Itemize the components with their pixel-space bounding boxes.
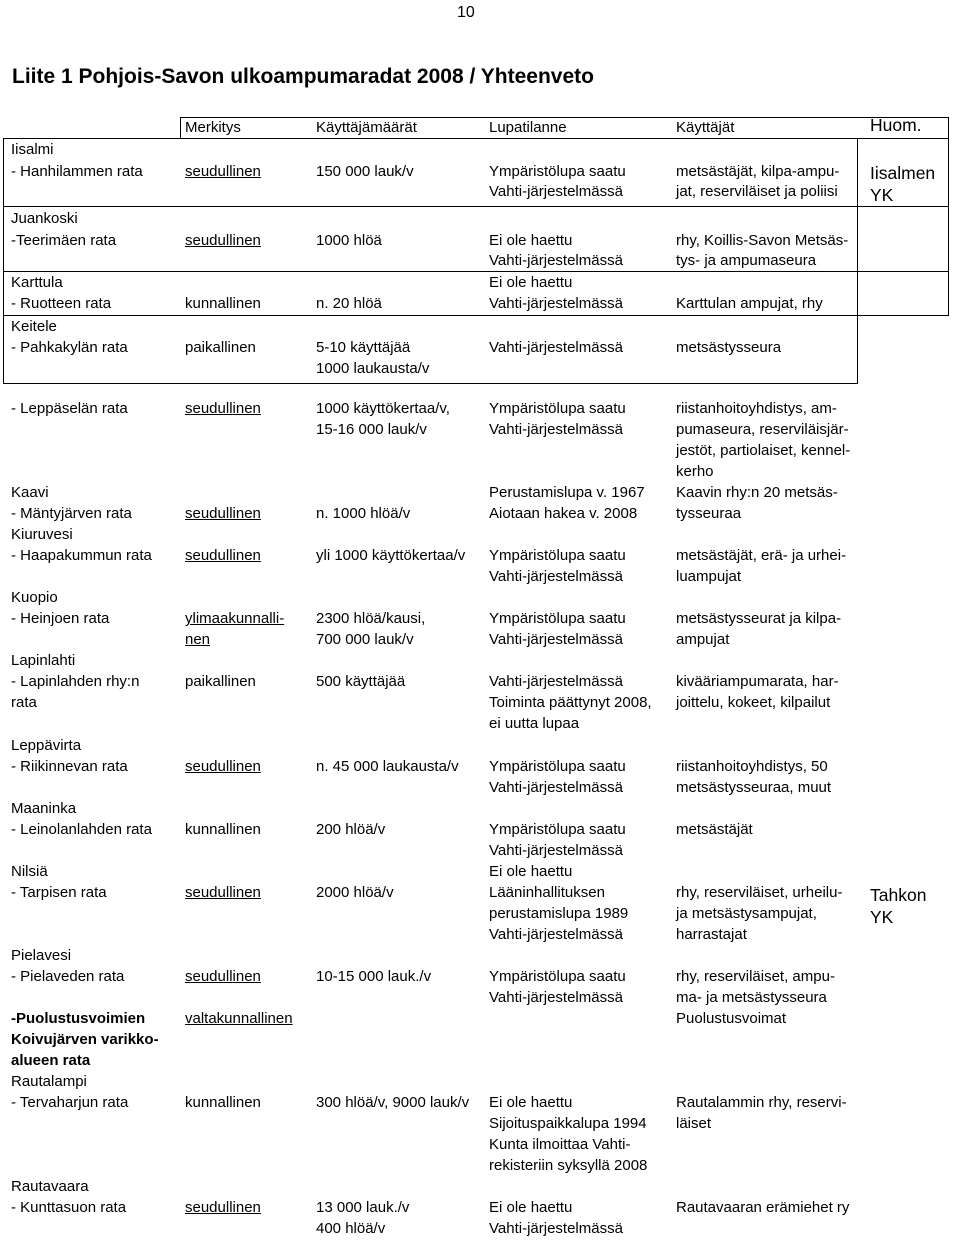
municipality-label: Keitele [11, 318, 57, 335]
users-value: läiset [676, 1115, 712, 1132]
permit-status: Vahti-järjestelmässä [489, 1220, 623, 1237]
range-name: -Puolustusvoimien [11, 1010, 146, 1027]
page-title: Liite 1 Pohjois-Savon ulkoampumaradat 2008 / Yhteenveto [12, 65, 594, 88]
users-value: jestöt, partiolaiset, kennel- [676, 442, 851, 459]
users-value: tys- ja ampumaseura [676, 252, 817, 269]
users-value: kivääriampumarata, har- [676, 673, 839, 690]
permit-status: Lääninhallituksen [489, 884, 605, 901]
header-kayttajat: Käyttäjät [676, 119, 735, 136]
usage-value: 2000 hlöä/v [316, 884, 394, 901]
merkitys-value: seudullinen [185, 505, 261, 522]
users-value: rhy, Koillis-Savon Metsäs- [676, 232, 849, 249]
usage-value: 150 000 lauk/v [316, 163, 414, 180]
note-text: Tahkon [870, 885, 927, 905]
users-value: tysseuraa [676, 505, 742, 522]
municipality-label: Kiuruvesi [11, 526, 73, 543]
range-name: - Hanhilammen rata [11, 163, 143, 180]
permit-status: Ei ole haettu [489, 232, 573, 249]
merkitys-value: kunnallinen [185, 821, 261, 838]
merkitys-value: valtakunnallinen [185, 1010, 293, 1027]
users-value: harrastajat [676, 926, 747, 943]
permit-status: Vahti-järjestelmässä [489, 183, 623, 200]
usage-value: 700 000 lauk/v [316, 631, 414, 648]
range-name: - Tervaharjun rata [11, 1094, 129, 1111]
usage-value: 1000 käyttökertaa/v, [316, 400, 450, 417]
permit-status: Vahti-järjestelmässä [489, 568, 623, 585]
municipality-label: Kaavi [11, 484, 49, 501]
users-value: riistanhoitoyhdistys, 50 [676, 758, 828, 775]
usage-value: n. 20 hlöä [316, 295, 382, 312]
header-huom: Huom. [870, 115, 922, 135]
municipality-label: Pielavesi [11, 947, 72, 964]
municipality-label: Kuopio [11, 589, 58, 606]
range-name: - Leinolanlahden rata [11, 821, 152, 838]
usage-value: 10-15 000 lauk./v [316, 968, 432, 985]
row-divider [3, 315, 949, 316]
permit-status: Ei ole haettu [489, 1094, 573, 1111]
users-value: metsästäjät, erä- ja urhei- [676, 547, 847, 564]
range-name: rata [11, 694, 37, 711]
permit-status: Ympäristölupa saatu [489, 968, 626, 985]
permit-status: Ympäristölupa saatu [489, 821, 626, 838]
range-name: - Kunttasuon rata [11, 1199, 127, 1216]
range-name: - Riikinnevan rata [11, 758, 128, 775]
range-name: -Teerimäen rata [11, 232, 117, 249]
permit-status: Aiotaan hakea v. 2008 [489, 505, 638, 522]
merkitys-value: seudullinen [185, 232, 261, 249]
users-value: ja metsästysampujat, [676, 905, 817, 922]
notes-column-border [857, 138, 858, 383]
permit-status: Ympäristölupa saatu [489, 758, 626, 775]
permit-status: Ympäristölupa saatu [489, 610, 626, 627]
users-value: ampujat [676, 631, 730, 648]
permit-status: Ympäristölupa saatu [489, 163, 626, 180]
range-name: Koivujärven varikko- [11, 1031, 159, 1048]
merkitys-value: seudullinen [185, 758, 261, 775]
range-name: - Mäntyjärven rata [11, 505, 132, 522]
row-divider [3, 206, 949, 207]
users-value: Karttulan ampujat, rhy [676, 295, 823, 312]
permit-status: Ei ole haettu [489, 274, 573, 291]
municipality-label: Karttula [11, 274, 63, 291]
table-right-border [948, 117, 949, 316]
users-value: riistanhoitoyhdistys, am- [676, 400, 837, 417]
users-value: metsästysseurat ja kilpa- [676, 610, 842, 627]
permit-status: Ei ole haettu [489, 1199, 573, 1216]
permit-status: perustamislupa 1989 [489, 905, 629, 922]
usage-value: 400 hlöä/v [316, 1220, 386, 1237]
merkitys-value: seudullinen [185, 163, 261, 180]
range-name: - Haapakummun rata [11, 547, 152, 564]
users-value: jat, reserviläiset ja poliisi [676, 183, 838, 200]
permit-status: Vahti-järjestelmässä [489, 252, 623, 269]
row-divider [3, 271, 949, 272]
range-name: - Leppäselän rata [11, 400, 128, 417]
row-divider [3, 383, 858, 384]
permit-status: Toiminta päättynyt 2008, [489, 694, 652, 711]
header-left-border [180, 117, 181, 138]
note-text: YK [870, 185, 894, 205]
users-value: rhy, reserviläiset, ampu- [676, 968, 835, 985]
municipality-label: Iisalmi [11, 141, 54, 158]
users-value: Kaavin rhy:n 20 metsäs- [676, 484, 838, 501]
range-name: alueen rata [11, 1052, 91, 1069]
merkitys-value: seudullinen [185, 968, 261, 985]
users-value: Rautalammin rhy, reservi- [676, 1094, 847, 1111]
users-value: joittelu, kokeet, kilpailut [676, 694, 831, 711]
permit-status: Vahti-järjestelmässä [489, 295, 623, 312]
usage-value: 1000 hlöä [316, 232, 382, 249]
range-name: - Heinjoen rata [11, 610, 110, 627]
permit-status: Ei ole haettu [489, 863, 573, 880]
users-value: metsästäjät [676, 821, 753, 838]
users-value: luampujat [676, 568, 742, 585]
usage-value: n. 45 000 laukausta/v [316, 758, 459, 775]
usage-value: 200 hlöä/v [316, 821, 386, 838]
municipality-label: Maaninka [11, 800, 77, 817]
header-merkitys: Merkitys [185, 119, 241, 136]
table-left-border [3, 138, 4, 383]
permit-status: Perustamislupa v. 1967 [489, 484, 645, 501]
usage-value: 15-16 000 lauk/v [316, 421, 427, 438]
merkitys-value: seudullinen [185, 884, 261, 901]
users-value: Puolustusvoimat [676, 1010, 787, 1027]
permit-status: Vahti-järjestelmässä [489, 339, 623, 356]
merkitys-value: paikallinen [185, 339, 256, 356]
permit-status: Kunta ilmoittaa Vahti- [489, 1136, 631, 1153]
merkitys-value: seudullinen [185, 1199, 261, 1216]
range-name: - Pahkakylän rata [11, 339, 128, 356]
range-name: - Pielaveden rata [11, 968, 125, 985]
header-lupatilanne: Lupatilanne [489, 119, 567, 136]
users-value: pumaseura, reserviläisjär- [676, 421, 849, 438]
users-value: Rautavaaran erämiehet ry [676, 1199, 850, 1216]
usage-value: 300 hlöä/v, 9000 lauk/v [316, 1094, 470, 1111]
merkitys-value: ylimaakunnalli- [185, 610, 285, 627]
usage-value: 5-10 käyttäjää [316, 339, 411, 356]
permit-status: Sijoituspaikkalupa 1994 [489, 1115, 647, 1132]
usage-value: yli 1000 käyttökertaa/v [316, 547, 466, 564]
merkitys-value: seudullinen [185, 547, 261, 564]
page-number: 10 [457, 4, 475, 21]
note-text: Iisalmen [870, 163, 936, 183]
users-value: metsästysseura [676, 339, 782, 356]
header-bottom-border [3, 138, 949, 139]
users-value: rhy, reserviläiset, urheilu- [676, 884, 843, 901]
usage-value: 500 käyttäjää [316, 673, 406, 690]
permit-status: Vahti-järjestelmässä [489, 779, 623, 796]
municipality-label: Lapinlahti [11, 652, 76, 669]
merkitys-value: kunnallinen [185, 1094, 261, 1111]
note-text: YK [870, 907, 894, 927]
municipality-label: Juankoski [11, 210, 78, 227]
permit-status: rekisteriin syksyllä 2008 [489, 1157, 648, 1174]
merkitys-value: nen [185, 631, 211, 648]
merkitys-value: seudullinen [185, 400, 261, 417]
usage-value: 13 000 lauk./v [316, 1199, 410, 1216]
permit-status: Vahti-järjestelmässä [489, 673, 623, 690]
municipality-label: Leppävirta [11, 737, 82, 754]
usage-value: 2300 hlöä/kausi, [316, 610, 426, 627]
municipality-label: Nilsiä [11, 863, 48, 880]
users-value: ma- ja metsästysseura [676, 989, 827, 1006]
merkitys-value: paikallinen [185, 673, 256, 690]
merkitys-value: kunnallinen [185, 295, 261, 312]
users-value: metsästysseuraa, muut [676, 779, 832, 796]
permit-status: Vahti-järjestelmässä [489, 989, 623, 1006]
permit-status: Ympäristölupa saatu [489, 547, 626, 564]
users-value: kerho [676, 463, 714, 480]
usage-value: 1000 laukausta/v [316, 360, 430, 377]
permit-status: Vahti-järjestelmässä [489, 842, 623, 859]
permit-status: Vahti-järjestelmässä [489, 421, 623, 438]
permit-status: Vahti-järjestelmässä [489, 926, 623, 943]
permit-status: Ympäristölupa saatu [489, 400, 626, 417]
municipality-label: Rautalampi [11, 1073, 87, 1090]
municipality-label: Rautavaara [11, 1178, 89, 1195]
usage-value: n. 1000 hlöä/v [316, 505, 411, 522]
permit-status: Vahti-järjestelmässä [489, 631, 623, 648]
range-name: - Lapinlahden rhy:n [11, 673, 140, 690]
permit-status: ei uutta lupaa [489, 715, 580, 732]
range-name: - Ruotteen rata [11, 295, 112, 312]
header-kayttajamaarat: Käyttäjämäärät [316, 119, 417, 136]
range-name: - Tarpisen rata [11, 884, 107, 901]
users-value: metsästäjät, kilpa-ampu- [676, 163, 840, 180]
